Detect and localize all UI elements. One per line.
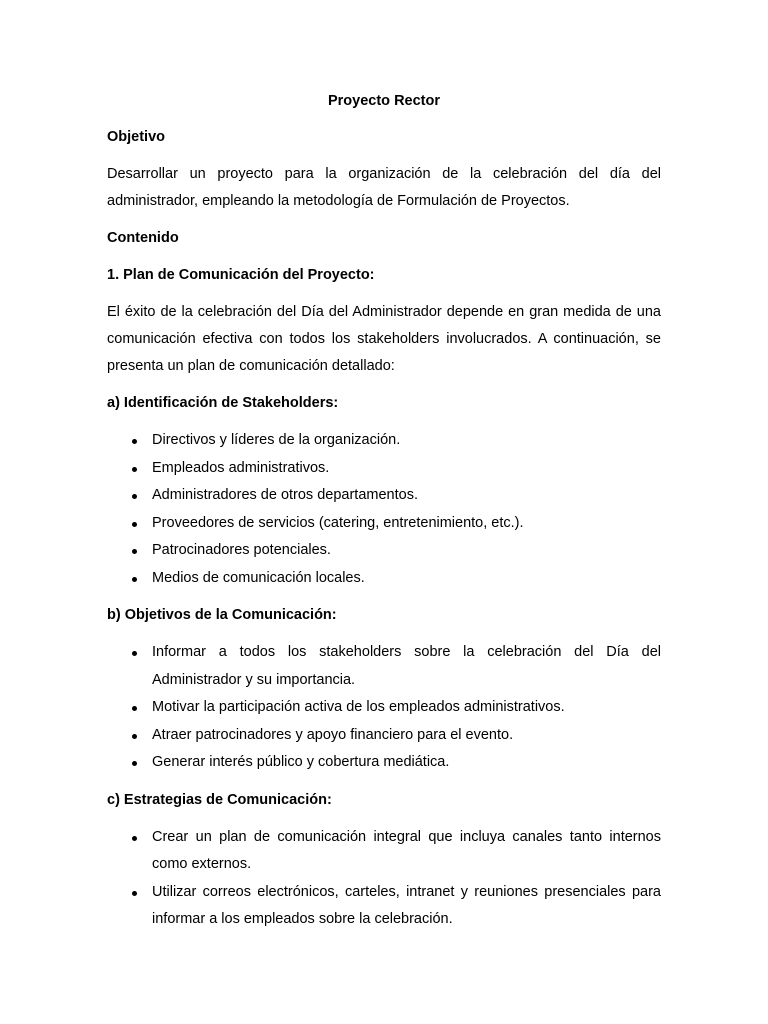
bullet-icon: [132, 549, 137, 554]
subsection-b-heading: b) Objetivos de la Comunicación:: [107, 607, 337, 623]
objective-paragraph: Desarrollar un proyecto para la organización de la celebración del día del administrador, empleando la metodología de Formulación de Proyectos.: [107, 166, 661, 209]
bullet-icon: [132, 891, 137, 896]
list-item-text: Administradores de otros departamentos.: [152, 487, 418, 503]
list-item: [107, 879, 661, 934]
list-item: [107, 427, 661, 455]
bullet-icon: [132, 467, 137, 472]
list-item: [107, 824, 661, 879]
list-item: [107, 722, 661, 750]
bullet-icon: [132, 439, 137, 444]
list-item: [107, 639, 661, 694]
bullet-icon: [132, 836, 137, 841]
list-item: [107, 455, 661, 483]
bullet-icon: [132, 494, 137, 499]
list-item: [107, 482, 661, 510]
list-item-text: Directivos y líderes de la organización.: [152, 432, 401, 448]
list-item-text: Crear un plan de comunicación integral que incluya canales tanto internos como externos.: [152, 828, 661, 872]
list-item-text: Proveedores de servicios (catering, entretenimiento, etc.).: [152, 514, 524, 531]
bullet-icon: [132, 522, 137, 527]
list-item-text: Atraer patrocinadores y apoyo financiero para el evento.: [152, 726, 514, 743]
list-item-text: Empleados administrativos.: [152, 459, 330, 476]
subsection-c-heading: c) Estrategias de Comunicación:: [107, 791, 332, 808]
document-title: Proyecto Rector: [327, 93, 440, 109]
content-heading: Contenido: [107, 230, 179, 246]
list-item-text: Medios de comunicación locales.: [152, 569, 365, 586]
list-item-text: Utilizar correos electrónicos, carteles, intranet y reuniones presenciales para informar a los empleados sobre la celebración.: [152, 883, 661, 927]
bullet-icon: [132, 577, 137, 582]
list-item: [107, 510, 661, 538]
list-item-text: Informar a todos los stakeholders sobre la celebración del Día del Administrador y su importancia.: [152, 644, 661, 688]
bullet-icon: [132, 651, 137, 656]
list-item-text: Motivar la participación activa de los empleados administrativos.: [152, 699, 565, 715]
stakeholders-list: [107, 427, 661, 592]
strategies-list: [107, 824, 661, 934]
list-item-text: Patrocinadores potenciales.: [152, 542, 331, 558]
objectives-list: [107, 639, 661, 777]
section-1-heading: 1. Plan de Comunicación del Proyecto:: [107, 267, 375, 283]
list-item: [107, 749, 661, 777]
bullet-icon: [132, 734, 137, 739]
list-item: [107, 694, 661, 722]
bullet-icon: [132, 761, 137, 766]
list-item: [107, 537, 661, 565]
section-1-paragraph: El éxito de la celebración del Día del Administrador depende en gran medida de una comunicación efectiva con todos los stakeholders involucrados. A continuación, se presenta un plan de comunicación detallado:: [107, 304, 661, 374]
objective-heading: Objetivo: [107, 129, 166, 145]
subsection-a-heading: a) Identificación de Stakeholders:: [107, 395, 339, 411]
list-item-text: Generar interés público y cobertura mediática.: [152, 754, 450, 770]
list-item: [107, 565, 661, 593]
bullet-icon: [132, 706, 137, 711]
